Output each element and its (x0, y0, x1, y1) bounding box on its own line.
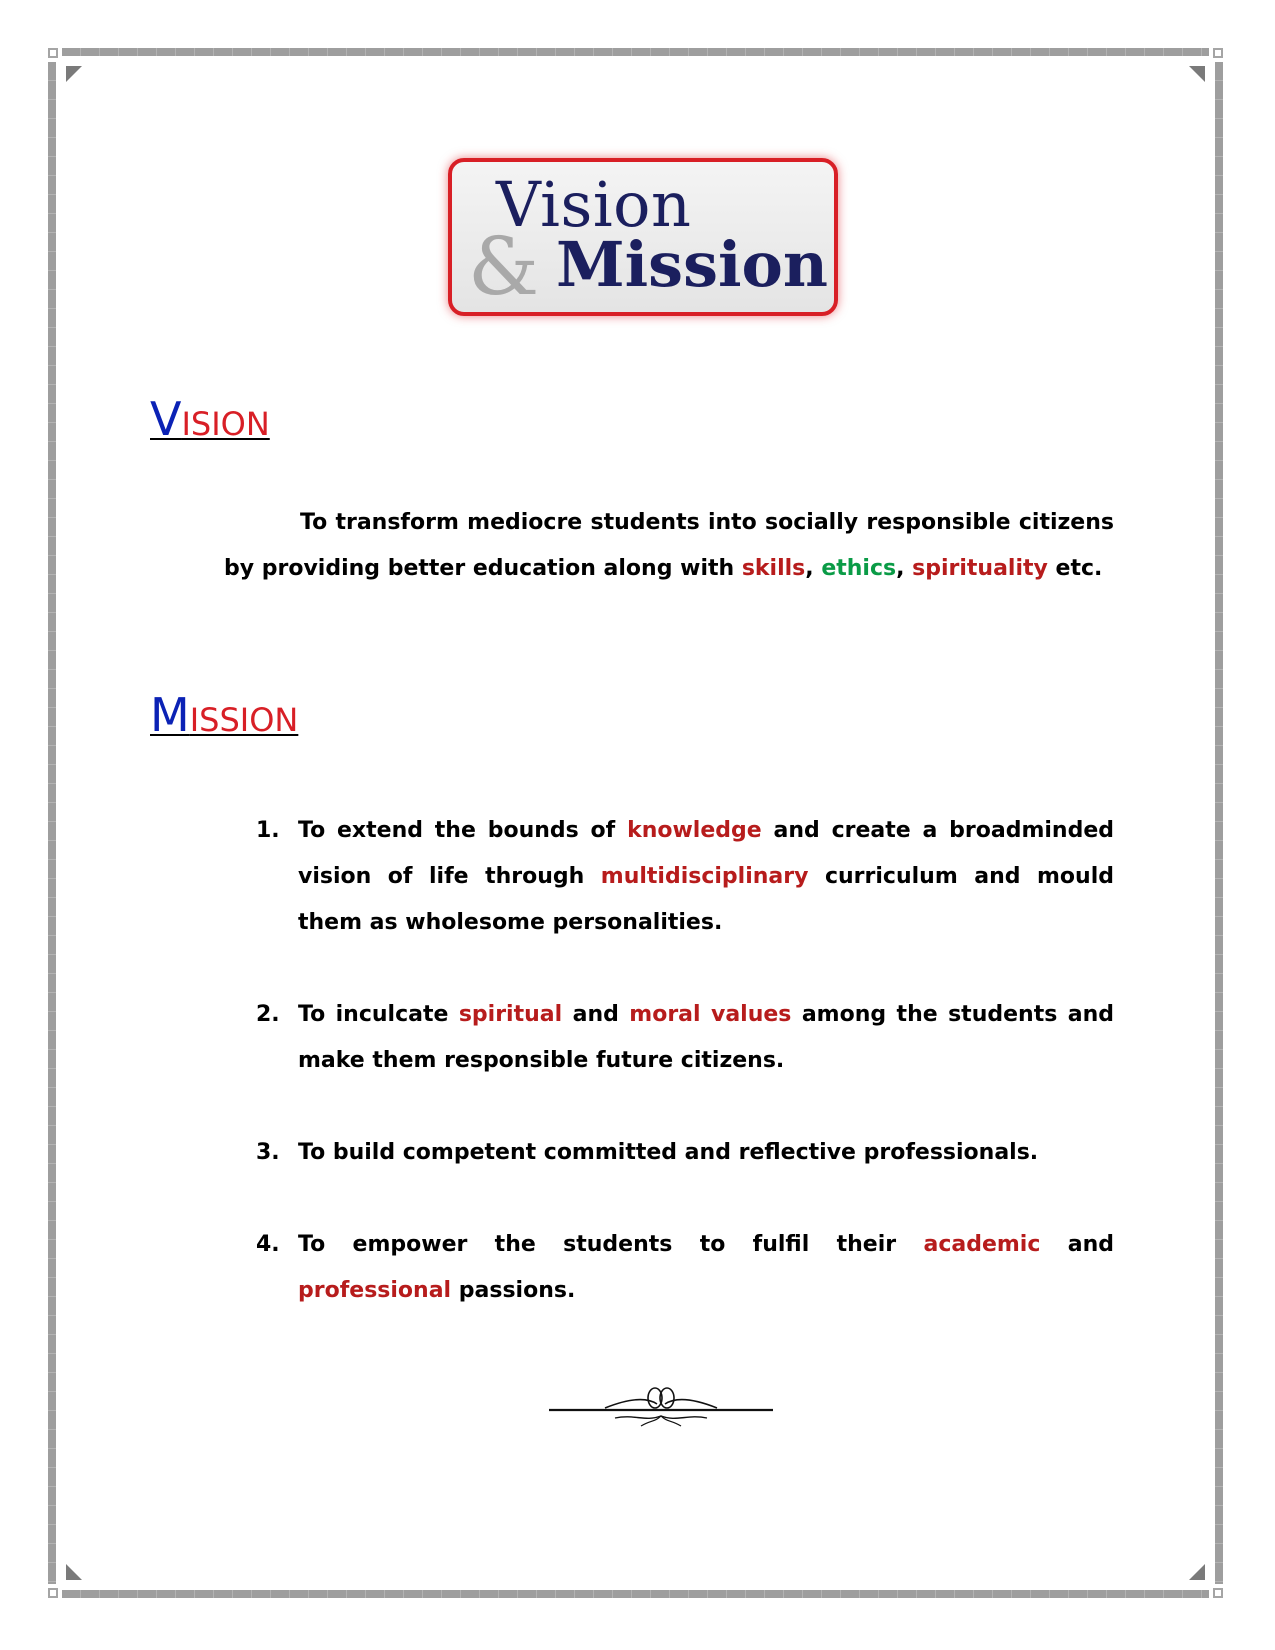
corner-triangle-icon (66, 66, 82, 82)
vision-mission-logo (448, 158, 838, 316)
list-number: 3. (256, 1140, 280, 1165)
list-number: 1. (256, 818, 280, 843)
keyword-moral-values: moral values (629, 1002, 792, 1027)
corner-triangle-icon (1189, 66, 1205, 82)
logo-ampersand: & (468, 220, 540, 313)
keyword-spirituality: spirituality (912, 556, 1048, 581)
list-spacer (256, 1084, 1114, 1130)
list-item (256, 992, 1114, 1084)
ornament-divider-icon (545, 1378, 777, 1438)
vision-heading (150, 392, 270, 446)
list-spacer (256, 946, 1114, 992)
mission-heading-initial: M (150, 688, 190, 742)
keyword-spiritual: spiritual (458, 1002, 563, 1027)
vision-text: To transform mediocre students into socially responsible citizens by providing better education along with (224, 510, 1114, 581)
item-text: To build competent committed and reflective professionals. (298, 1140, 1039, 1165)
keyword-multidisciplinary: multidisciplinary (600, 864, 809, 889)
keyword-knowledge: knowledge (627, 818, 762, 843)
list-number: 2. (256, 1002, 280, 1027)
item-text: To extend the bounds of (298, 818, 628, 843)
border-top (62, 48, 1209, 56)
corner-triangle-icon (66, 1564, 82, 1580)
vision-heading-rest: ISION (181, 405, 270, 443)
mission-heading (150, 688, 298, 742)
corner-square-top-right (1213, 48, 1223, 58)
keyword-skills: skills (741, 556, 806, 581)
corner-square-bottom-left (48, 1588, 58, 1598)
vision-heading-initial: V (150, 392, 182, 446)
border-bottom (62, 1590, 1209, 1598)
mission-list (256, 808, 1114, 1314)
item-text: curriculum and mould them as wholesome personalities. (298, 864, 1114, 935)
item-text: To empower the students to fulfil their (298, 1232, 924, 1257)
item-text: and create a broadminded vision of life through (298, 818, 1114, 889)
item-text: and (562, 1002, 630, 1027)
logo-mission-text: Mission (556, 228, 828, 301)
keyword-ethics: ethics (821, 556, 897, 581)
item-text: To inculcate (298, 1002, 459, 1027)
vision-statement (224, 500, 1114, 592)
corner-square-bottom-right (1213, 1588, 1223, 1598)
list-item (256, 1222, 1114, 1314)
vision-text-end: etc. (1047, 556, 1103, 581)
border-left (48, 62, 56, 1584)
list-item (256, 1130, 1114, 1176)
keyword-academic: academic (923, 1232, 1041, 1257)
item-text: passions. (451, 1278, 576, 1303)
logo-vision-text: Vision (496, 168, 692, 241)
mission-heading-rest: ISSION (189, 701, 299, 739)
border-right (1215, 62, 1223, 1584)
list-item (256, 808, 1114, 946)
item-text: and (1040, 1232, 1114, 1257)
list-number: 4. (256, 1232, 280, 1257)
separator: , (805, 556, 822, 581)
list-spacer (256, 1176, 1114, 1222)
separator: , (896, 556, 913, 581)
corner-triangle-icon (1189, 1564, 1205, 1580)
item-text: among the students and make them responsible future citizens. (298, 1002, 1114, 1073)
keyword-professional: professional (298, 1278, 452, 1303)
corner-square-top-left (48, 48, 58, 58)
